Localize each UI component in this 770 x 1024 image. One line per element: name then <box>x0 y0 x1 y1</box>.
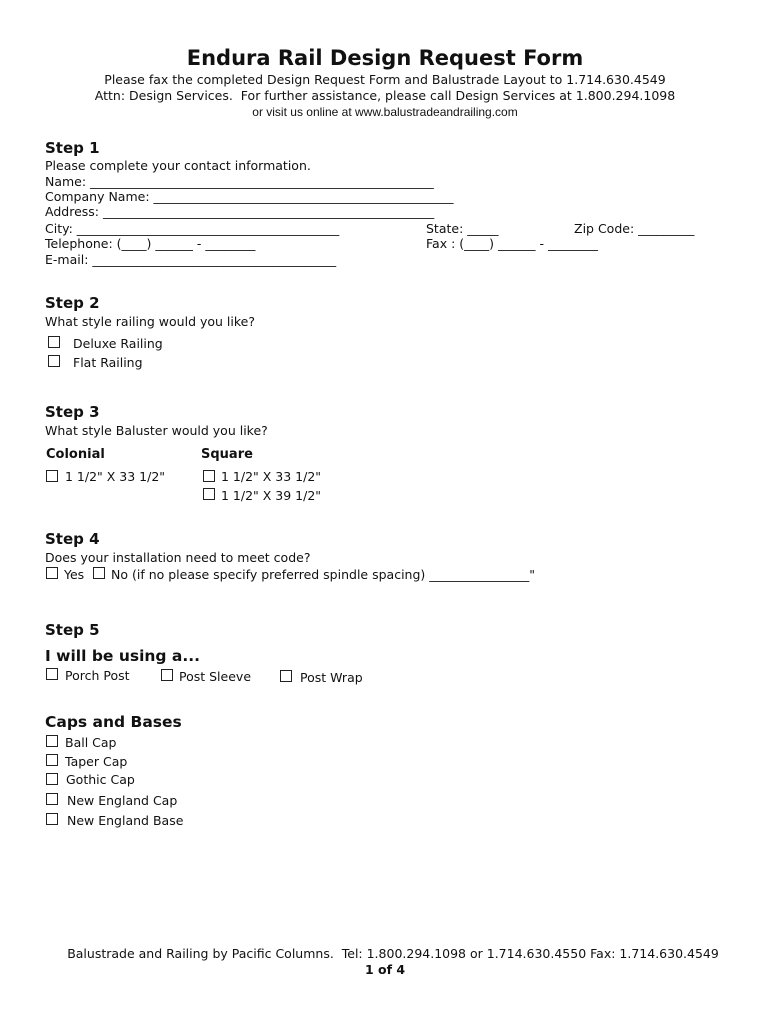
meet-code-yes-label: Yes <box>64 567 85 582</box>
meet-code-yes-checkbox[interactable] <box>46 567 58 579</box>
page-number: 1 of 4 <box>364 962 406 977</box>
name-field[interactable]: Name: _______________________________________________________ <box>45 174 434 189</box>
address-field[interactable]: Address: _____________________________________________________ <box>45 204 435 219</box>
ball-cap-label: Ball Cap <box>65 735 117 750</box>
deluxe-railing-label: Deluxe Railing <box>73 336 163 351</box>
taper-cap-checkbox[interactable] <box>46 754 58 766</box>
colonial-33-label: 1 1/2" X 33 1/2" <box>65 469 166 484</box>
square-39-checkbox[interactable] <box>203 488 215 500</box>
fax-field[interactable]: Fax : (____) ______ - ________ <box>426 236 598 251</box>
square-33-checkbox[interactable] <box>203 470 215 482</box>
gothic-cap-label: Gothic Cap <box>66 772 135 787</box>
ball-cap-checkbox[interactable] <box>46 735 58 747</box>
company-name-field[interactable]: Company Name: ________________________________________________ <box>45 189 454 204</box>
flat-railing-checkbox[interactable] <box>48 355 60 367</box>
step-4-question: Does your installation need to meet code? <box>45 550 311 565</box>
zip-code-field[interactable]: Zip Code: _________ <box>574 221 695 236</box>
square-33-label: 1 1/2" X 33 1/2" <box>221 469 322 484</box>
porch-post-checkbox[interactable] <box>46 668 58 680</box>
meet-code-no-checkbox[interactable] <box>93 567 105 579</box>
flat-railing-label: Flat Railing <box>73 355 143 370</box>
square-39-label: 1 1/2" X 39 1/2" <box>221 488 322 503</box>
step-1-intro: Please complete your contact information. <box>45 158 311 173</box>
post-wrap-checkbox[interactable] <box>280 670 292 682</box>
step-5-subheading: I will be using a... <box>45 647 201 665</box>
new-england-base-label: New England Base <box>67 813 184 828</box>
post-sleeve-checkbox[interactable] <box>161 669 173 681</box>
square-label: Square <box>201 447 253 462</box>
footer-contact: Balustrade and Railing by Pacific Columns. Tel: 1.800.294.1098 or 1.714.630.4550 Fax: 1.714.630.4549 <box>67 946 719 961</box>
caps-bases-heading: Caps and Bases <box>45 713 182 731</box>
step-2-question: What style railing would you like? <box>45 314 255 329</box>
step-3-heading: Step 3 <box>45 403 100 421</box>
assistance-line: Attn: Design Services. For further assistance, please call Design Services at 1.800.294.1098 <box>94 88 676 103</box>
colonial-label: Colonial <box>46 447 105 462</box>
city-field[interactable]: City: __________________________________________ <box>45 221 340 236</box>
porch-post-label: Porch Post <box>65 668 130 683</box>
new-england-base-checkbox[interactable] <box>46 813 58 825</box>
post-sleeve-label: Post Sleeve <box>179 669 252 684</box>
form-title: Endura Rail Design Request Form <box>186 46 584 70</box>
step-4-heading: Step 4 <box>45 530 100 548</box>
fax-instructions: Please fax the completed Design Request Form and Balustrade Layout to 1.714.630.4549 <box>104 72 666 87</box>
telephone-field[interactable]: Telephone: (____) ______ - ________ <box>45 236 256 251</box>
email-field[interactable]: E-mail: _______________________________________ <box>45 252 337 267</box>
website-line: or visit us online at www.balustradeandrailing.com <box>252 105 518 119</box>
step-3-question: What style Baluster would you like? <box>45 423 268 438</box>
meet-code-no-label: No (if no please specify preferred spindle spacing) ________________" <box>111 567 535 582</box>
post-wrap-label: Post Wrap <box>300 670 363 685</box>
gothic-cap-checkbox[interactable] <box>46 773 58 785</box>
new-england-cap-label: New England Cap <box>67 793 178 808</box>
step-1-heading: Step 1 <box>45 139 100 157</box>
state-field[interactable]: State: _____ <box>426 221 499 236</box>
new-england-cap-checkbox[interactable] <box>46 793 58 805</box>
step-5-heading: Step 5 <box>45 621 100 639</box>
step-2-heading: Step 2 <box>45 294 100 312</box>
deluxe-railing-checkbox[interactable] <box>48 336 60 348</box>
colonial-33-checkbox[interactable] <box>46 470 58 482</box>
taper-cap-label: Taper Cap <box>65 754 128 769</box>
